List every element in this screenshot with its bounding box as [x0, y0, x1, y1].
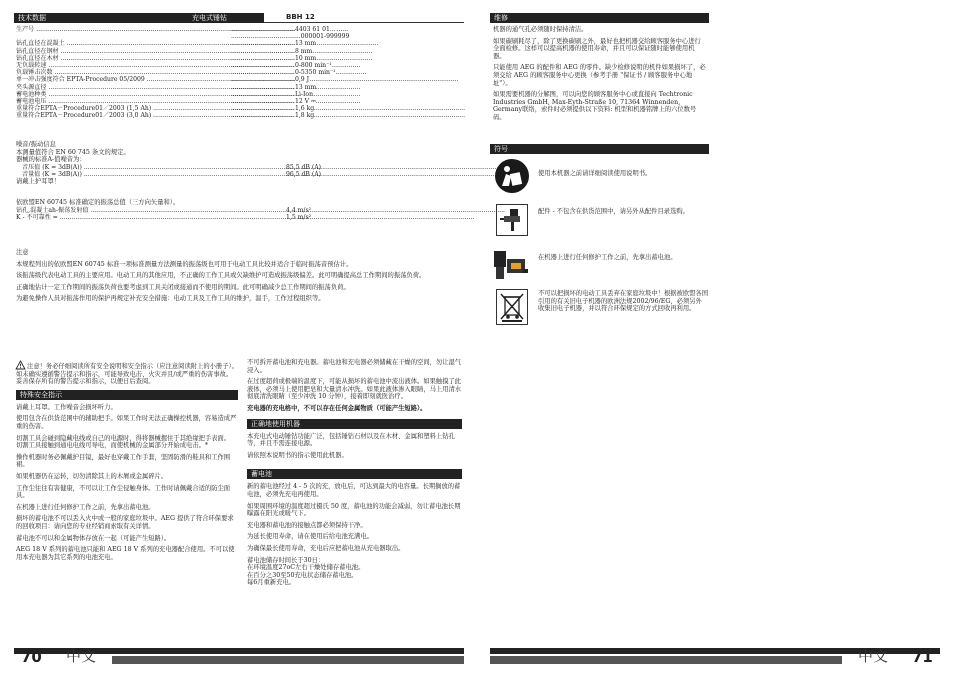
- spec-value-text: 13 mm: [294, 83, 317, 91]
- spec-value-text: 0-5350 min⁻¹: [294, 69, 336, 77]
- spec-value: [231, 48, 331, 55]
- spec-value-text: Li-Ion: [294, 90, 313, 98]
- special-safety-header: 特殊安全指示: [16, 390, 238, 400]
- safety-para: 损坏的蓄电池不可以丢入火中或一般的家庭垃圾中。AEG 提供了符合环保要求的回收项目：请向您的专业经销商索取有关详情。: [16, 515, 234, 530]
- left-footer-gray: [112, 656, 464, 664]
- language-right: 中文: [858, 647, 889, 665]
- spec-value: [231, 40, 331, 47]
- spec-value-text: 13 mm: [294, 40, 317, 48]
- accessory-icon: [496, 204, 528, 236]
- spec-value-text: 1,8 kg: [294, 112, 315, 120]
- spec-value: [231, 84, 331, 91]
- tech-data-header: [14, 13, 264, 23]
- maint-para: 机器的通气孔必须随时保持清洁。: [493, 26, 588, 33]
- noise-title: 噪音/振动信息: [16, 141, 56, 148]
- safety-para: 如果机器仍在运转，切勿清除其上的木屑或金属碎片。: [16, 472, 168, 480]
- safety-para: 工作尘往往有害健康，不可以让工作尘侵触身体。工作时请佩戴合适的防尘面具。: [16, 484, 231, 500]
- symbol-text: 在机器上进行任何修护工作之前，先拿出蓄电池。: [538, 254, 677, 261]
- tech-data-title: 技术数据: [18, 14, 46, 22]
- maint-para: 如果需要机器的分解图，可以向您的顾客服务中心或直接向 Techtronic Industries GmbH, Max-Eyth-Straße 10, 71364 Winnenden, Germany联络，索件时必须提供以下资料: 机型和机器铭牌上的六位数号码。: [493, 91, 697, 121]
- safety-para: 使用包含在供货范围中的辅助把手。如果工作时无法正确操控机器，容易造成严重的伤害。: [16, 415, 237, 430]
- note-para: 为避免操作人员对振荡作用的保护再规定补充安全措施：电动工具及工作工具的维护，温手，工作过程组织等。: [16, 295, 325, 303]
- spec-label: 无负载转速 .....: [16, 62, 231, 69]
- noise-line-2: 器械的标准A-值噪音为：: [16, 156, 86, 164]
- spec-row: [16, 48, 346, 55]
- spec-value: [231, 112, 331, 119]
- note-para: 正确地估计一定工作期间的振荡负荷也要考虑到工具关闭或接通而不使用的期间。此可明确减少总工作期间的振荡负荷。: [16, 283, 350, 291]
- battery-header: 蓄电池: [247, 469, 462, 479]
- language-left: 中文: [66, 647, 97, 665]
- maint-para: 如果碳刷耗尽了，除了更换碳刷之外，最好也把机器交给顾客服务中心进行全面检修。这样可以提高机器的使用寿命，并且可以保证随时能够使用机器。: [493, 37, 701, 60]
- mid-bold: 充电器的充电格中，不可以存在任何金属物质（可能产生短路）。: [247, 404, 427, 412]
- spec-row: [16, 40, 346, 47]
- safety-para: 切割工具接触到通电电线可导电，而使机械的金属部分开始成电击。*: [16, 442, 209, 450]
- spec-value-text: 1,6 kg: [294, 105, 315, 113]
- usage-para: 本充电式电动锤钻功能广泛，包括锤钻石材以及在木材、金属和塑料上钻孔等，并且不需连接电源。: [247, 432, 455, 448]
- spec-value-text: 10 mm: [294, 54, 317, 62]
- note-title: 注意: [16, 249, 29, 256]
- battery-para: 新的蓄电池经过 4 - 5 次的充，放电后，可达到最大的电容量。长期搁放的蓄电池，必须先充电再使用。: [247, 483, 461, 498]
- note-para: 该振荡级代表电动工具的主要应用。电动工具的其他应用，不正确的工作工具或欠缺维护可造成振荡级偏差。此可明确提高总工作期间的振荡负荷。: [16, 272, 426, 280]
- weee-bin-icon: [496, 289, 528, 325]
- spec-value: [231, 55, 331, 62]
- header-rule: [264, 22, 464, 23]
- warning-triangle-icon: [16, 363, 27, 370]
- safety-para: 操作机器时务必佩戴护目镜，最好也穿戴工作手套，坚固防滑的鞋具和工作围裙。: [16, 453, 231, 469]
- vib-line-1: 依欧盟EN 60745 标准确定的振荡总值（三方向矢量和）。: [16, 199, 180, 206]
- spec-value-text: ...000001-999999: [294, 33, 350, 41]
- spec-list: [16, 26, 350, 120]
- symbol-text: 配件 - 不包含在供货范围中，请另外从配件目录选购。: [538, 208, 689, 215]
- safety-para: 蓄电池不可以和金属物体存放在一起（可能产生短路）。: [16, 534, 171, 542]
- spec-label: 负载锤击次数 .....: [16, 69, 231, 76]
- right-footer-gray: [490, 656, 842, 664]
- spec-value: [231, 26, 336, 33]
- spec-label: 重量符合EPTA－Procedure01／2003 (1,5 Ah) .....: [16, 105, 231, 112]
- noise-note: 请戴上护耳罩！: [16, 178, 61, 186]
- product-type: 充电式锤钻: [192, 14, 227, 22]
- spec-value-text: 0,9 J: [294, 76, 310, 84]
- spec-row: [16, 112, 346, 119]
- spec-label: 钻孔直径在木材 .....: [16, 55, 231, 62]
- safety-para: AEG 18 V 系列的蓄电池只能和 AEG 18 V 系列的充电器配合使用。不可以使用本充电器为其它系列的电池充电。: [16, 546, 235, 561]
- maint-para: 只能使用 AEG 的配件和 AEG 的零件。缺少检修说明的机件如果损坏了，必须交给 AEG 的顾客服务中心更换（参考手册 "保证书 / 顾客服务中心地址"）。: [493, 64, 706, 87]
- spec-value-text: 8 mm: [294, 47, 313, 55]
- spec-label: 单一冲击强度符合 EPTA-Procedure 05/2009 .....: [16, 76, 231, 83]
- warning-text: 注意！务必仔细阅读所有安全说明和安全指示（应注意阅读附上的小册子）。如未确实遵循警告提示和指示，可能导致电击、火灾并且/或严重的伤害事故。妥善保存所有的警告提示和指示，以便日后查阅。: [16, 363, 238, 386]
- noise-line-1: 本测量值符合 EN 60 745 条文的规定。: [16, 148, 130, 156]
- spec-value: [231, 91, 331, 98]
- noise-section: [16, 141, 376, 186]
- spec-label: 钻孔直径在钢材 .....: [16, 48, 231, 55]
- battery-para: 为延长使用寿命，请在使用后给电池充满电。: [247, 533, 373, 541]
- usage-para: 请依照本说明书的指示使用此机器。: [247, 451, 348, 459]
- safety-para: 请戴上耳罩。工作噪音会损坏听力。: [16, 403, 117, 411]
- battery-para: 为确保最长使用寿命，充电后应把蓄电池从充电器取出。: [247, 544, 405, 552]
- page-number-left: 70: [21, 648, 42, 666]
- remove-battery-icon: [493, 247, 529, 285]
- page-number-right: 71: [912, 648, 933, 666]
- mid-para: 在过度超荷或极端的温度下，可能从损坏的蓄电池中流出液体。如果触摸了此液体，必须马上使用肥皂和大量清水冲洗。如果此液体渗入眼睛，马上用清水彻底清洗眼睛（至少冲洗 10 分钟），接着即刻就医治疗。: [247, 378, 462, 401]
- mid-para: 不可拆开蓄电池和充电器。蓄电池和充电器必须储藏在干燥的空间，勿让湿气浸入。: [247, 359, 462, 374]
- spec-label: 生产号 .....: [16, 26, 231, 33]
- spec-row: [16, 26, 346, 33]
- spec-row: [16, 76, 346, 83]
- symbol-text: 不可以把损坏的电动工具丢弃在家庭垃圾中！根据被欧盟各国引用的有关旧电子机器的欧洲法规2002/96/EG，必须另外收集旧电子机器，并以符合环保规定的方式回收再利用。: [538, 290, 709, 313]
- model-label: BBH 12: [286, 13, 315, 21]
- spec-value-text: 4403 61 01...: [294, 26, 336, 33]
- noise-row: 音压值 (K = 3dB(A)) ..... 85,5 dB (A): [16, 164, 376, 171]
- vib-row: K - 不可靠性 = ..... 1,5 m/s²: [16, 214, 376, 221]
- right-column-left-page: [247, 359, 462, 591]
- spec-value: [231, 76, 331, 83]
- warning-block: [16, 361, 238, 386]
- maintenance-section: [493, 26, 707, 126]
- usage-header: 正确地使用机器: [247, 419, 462, 429]
- spec-label: 夹头源直径 .....: [16, 84, 231, 91]
- spec-value-text: 12 V ⎓: [294, 98, 316, 106]
- vibration-section: [16, 199, 376, 221]
- spec-label: 蓄电池种类 .....: [16, 91, 231, 98]
- noise-row: 音量值 (K = 3dB(A)) ..... 96,5 dB (A): [16, 171, 376, 178]
- spec-label: 钻孔直径在混凝土 .....: [16, 40, 231, 47]
- spec-row: [16, 55, 346, 62]
- battery-para: 如果周围环境的温度超过摄氏 50 度，蓄电池的功能会减弱，勿让蓄电池长期曝露在阳光或暖气下。: [247, 502, 461, 518]
- spec-label: 重量符合EPTA－Procedure01／2003 (3,0 Ah) .....: [16, 112, 231, 119]
- manual-read-icon: [494, 158, 530, 198]
- note-para: 本规程列出的依欧盟EN 60745 标准一项标准测量方法测量的振荡级也可用于电动工具比较并适合于临时振荡音预估计。: [16, 260, 353, 268]
- safety-column: [16, 361, 238, 565]
- maintenance-header: 维修: [490, 13, 709, 23]
- safety-para: 在机器上进行任何修护工作之前，先拿出蓄电池。: [16, 503, 155, 511]
- vib-row: 钻孔,混凝土ah-振荡发射值 ..... 4,4 m/s²: [16, 207, 376, 214]
- battery-para: 充电器和蓄电池的接触点都必须保持干净。: [247, 521, 367, 529]
- symbol-text: 使用本机器之前请详细阅读使用说明书。: [538, 170, 652, 177]
- symbols-header: 符号: [490, 144, 709, 154]
- spec-label: 蓄电池电压 .....: [16, 98, 231, 105]
- battery-para: 蓄电池储存时间长于30日： 在环境温度27oC左右干燥处储存蓄电池。 在百分之30至50充电状态储存蓄电池。 每6月重新充电。: [247, 556, 365, 587]
- spec-row: [16, 91, 346, 98]
- note-section: [16, 249, 461, 307]
- spec-row: [16, 84, 346, 91]
- safety-para: 切割工具会碰到隐藏电线或自己的电源时，得将器械握住于其绝缘把手表面。: [16, 434, 231, 442]
- spec-value-text: 0-800 min⁻¹: [294, 62, 332, 70]
